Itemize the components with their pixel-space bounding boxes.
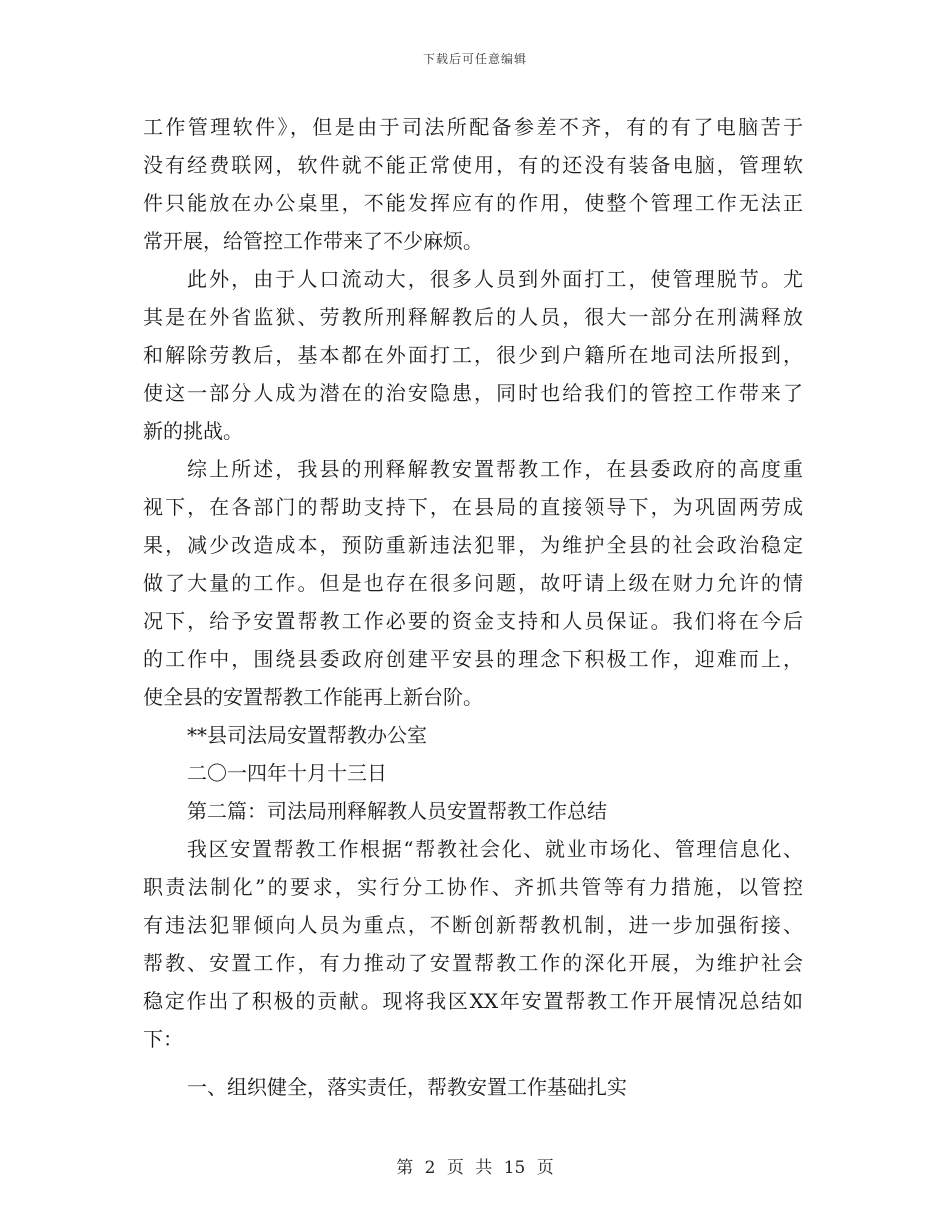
paragraph: [143, 260, 803, 450]
section-heading: [143, 1068, 803, 1106]
text-line: 下：: [143, 1027, 183, 1051]
text-line: 我区安置帮教工作根据“帮教社会化、就业市场化、管理信息化、: [187, 837, 803, 861]
text-line: 其是在外省监狱、劳教所刑释解教后的人员，很大一部分在刑满释放: [143, 305, 803, 329]
signature-org: [143, 716, 803, 754]
text-line: 稳定作出了积极的贡献。现将我区XX年安置帮教工作开展情况总结如: [143, 989, 803, 1013]
text-line: 综上所述，我县的刑释解教安置帮教工作，在县委政府的高度重: [187, 457, 803, 481]
text-line: 使这一部分人成为潜在的治安隐患，同时也给我们的管控工作带来了: [143, 381, 803, 405]
text-line: 第二篇：司法局刑释解教人员安置帮教工作总结: [187, 799, 607, 823]
text-line: 的工作中，围绕县委政府创建平安县的理念下积极工作，迎难而上，: [143, 647, 803, 671]
document-body: [143, 108, 803, 1106]
text-line: 果，减少改造成本，预防重新违法犯罪，为维护全县的社会政治稳定: [143, 533, 803, 557]
signature-date: [143, 754, 803, 792]
paragraph: [143, 830, 803, 1058]
text-line: 视下，在各部门的帮助支持下，在县局的直接领导下，为巩固两劳成: [143, 495, 803, 519]
text-line: 工作管理软件》，但是由于司法所配备参差不齐，有的有了电脑苦于: [143, 115, 803, 139]
text-line: 有违法犯罪倾向人员为重点，不断创新帮教机制，进一步加强衔接、: [143, 913, 803, 937]
text-line: 做了大量的工作。但是也存在很多问题，故吁请上级在财力允许的情: [143, 571, 803, 595]
text-line: 此外，由于人口流动大，很多人员到外面打工，使管理脱节。尤: [187, 267, 803, 291]
text-line: 一、组织健全，落实责任，帮教安置工作基础扎实: [187, 1075, 627, 1099]
text-line: 职责法制化”的要求，实行分工协作、齐抓共管等有力措施，以管控: [143, 875, 803, 899]
text-line: 使全县的安置帮教工作能再上新台阶。: [143, 685, 483, 709]
text-line: 和解除劳教后，基本都在外面打工，很少到户籍所在地司法所报到，: [143, 343, 803, 367]
section-title: [143, 792, 803, 830]
text-line: 二〇一四年十月十三日: [187, 761, 387, 785]
text-line: **县司法局安置帮教办公室: [187, 723, 427, 747]
text-line: 件只能放在办公桌里，不能发挥应有的作用，使整个管理工作无法正: [143, 191, 803, 215]
paragraph: [143, 108, 803, 260]
text-line: 帮教、安置工作，有力推动了安置帮教工作的深化开展，为维护社会: [143, 951, 803, 975]
text-line: 没有经费联网，软件就不能正常使用，有的还没有装备电脑，管理软: [143, 153, 803, 177]
page-footer: 第 2 页 共 15 页: [396, 1158, 554, 1178]
text-line: 新的挑战。: [143, 419, 243, 443]
paragraph: [143, 450, 803, 716]
page-header: 下载后可任意编辑: [422, 52, 527, 66]
text-line: 常开展，给管控工作带来了不少麻烦。: [143, 229, 483, 253]
text-line: 况下，给予安置帮教工作必要的资金支持和人员保证。我们将在今后: [143, 609, 803, 633]
